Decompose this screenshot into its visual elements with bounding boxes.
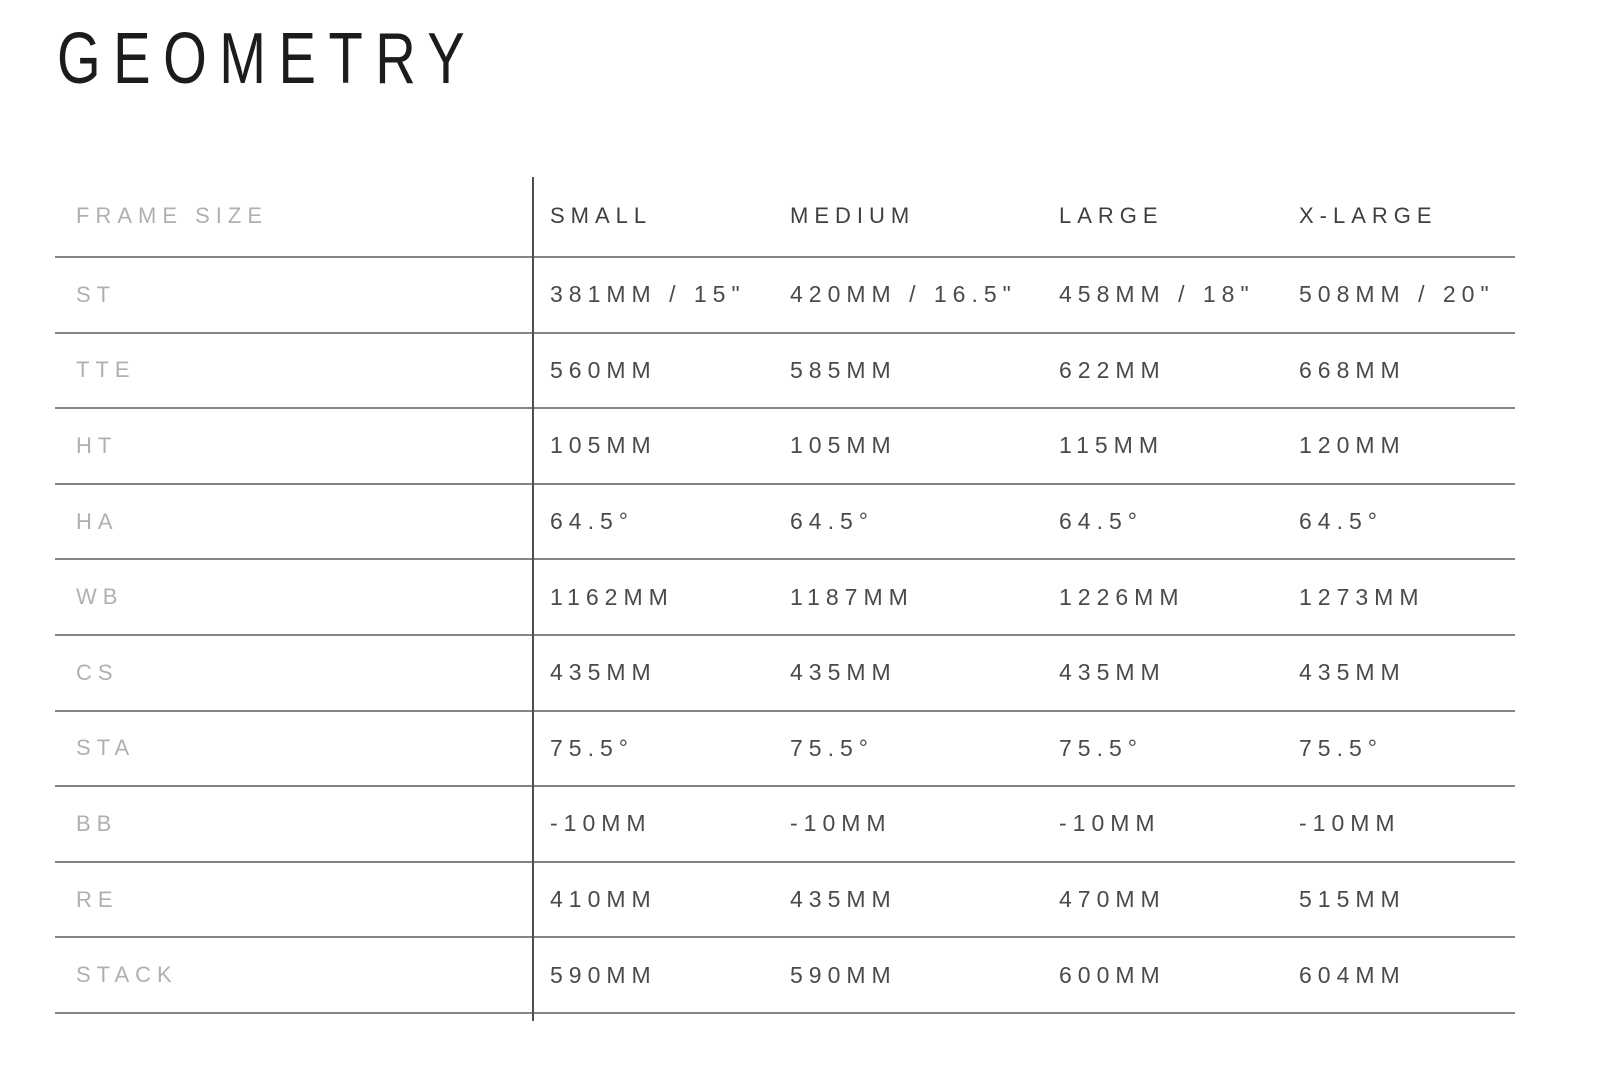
table-row-ht	[55, 409, 1515, 485]
value-cell: 115MM	[1059, 432, 1164, 459]
value-cell: 622MM	[1059, 356, 1166, 383]
table-row-tte	[55, 334, 1515, 410]
value-cell: 64.5°	[1299, 508, 1383, 535]
table-row-re	[55, 863, 1515, 939]
value-cell: 1226MM	[1059, 583, 1185, 610]
value-cell: 435MM	[790, 659, 897, 686]
table-row-st	[55, 258, 1515, 334]
page-title: GEOMETRY	[57, 19, 478, 99]
column-divider-line	[532, 177, 534, 1021]
value-cell: 458MM / 18"	[1059, 281, 1255, 308]
value-cell: 590MM	[550, 961, 657, 988]
value-cell: -10MM	[790, 810, 892, 837]
table-row-ha	[55, 485, 1515, 561]
value-cell: 435MM	[790, 886, 897, 913]
value-cell: -10MM	[550, 810, 652, 837]
value-cell: 1187MM	[790, 583, 914, 610]
value-cell: 410MM	[550, 886, 657, 913]
value-cell: 105MM	[790, 432, 897, 459]
value-cell: -10MM	[1299, 810, 1401, 837]
value-cell: 75.5°	[550, 734, 634, 761]
table-row-cs	[55, 636, 1515, 712]
value-cell: 600MM	[1059, 961, 1166, 988]
table-row-stack	[55, 938, 1515, 1014]
column-header-x-large: X-LARGE	[1299, 202, 1438, 228]
row-label: ST	[76, 281, 117, 307]
value-cell: 1162MM	[550, 583, 674, 610]
value-cell: 435MM	[1299, 659, 1406, 686]
row-label: WB	[76, 584, 124, 610]
value-cell: 668MM	[1299, 356, 1406, 383]
value-cell: 64.5°	[1059, 508, 1143, 535]
value-cell: 435MM	[550, 659, 657, 686]
value-cell: 590MM	[790, 961, 897, 988]
column-header-medium: MEDIUM	[790, 202, 916, 228]
value-cell: 420MM / 16.5"	[790, 281, 1017, 308]
row-label: CS	[76, 659, 119, 685]
value-cell: 381MM / 15"	[550, 281, 746, 308]
table-row-bb	[55, 787, 1515, 863]
row-label: BB	[76, 810, 118, 836]
value-cell: 75.5°	[1299, 734, 1383, 761]
table-row-sta	[55, 712, 1515, 788]
row-label: HA	[76, 508, 119, 534]
value-cell: -10MM	[1059, 810, 1161, 837]
value-cell: 75.5°	[790, 734, 874, 761]
value-cell: 470MM	[1059, 886, 1166, 913]
table-header-row	[55, 175, 1515, 258]
row-label: STACK	[76, 962, 178, 988]
value-cell: 64.5°	[790, 508, 874, 535]
value-cell: 508MM / 20"	[1299, 281, 1495, 308]
value-cell: 120MM	[1299, 432, 1406, 459]
value-cell: 105MM	[550, 432, 657, 459]
geometry-table	[55, 175, 1515, 1014]
value-cell: 64.5°	[550, 508, 634, 535]
value-cell: 585MM	[790, 356, 897, 383]
value-cell: 435MM	[1059, 659, 1166, 686]
column-header-large: LARGE	[1059, 202, 1164, 228]
row-label: STA	[76, 735, 136, 761]
value-cell: 515MM	[1299, 886, 1406, 913]
value-cell: 604MM	[1299, 961, 1406, 988]
value-cell: 75.5°	[1059, 734, 1143, 761]
table-row-wb	[55, 560, 1515, 636]
frame-size-header: FRAME SIZE	[76, 202, 269, 228]
row-label: TTE	[76, 357, 136, 383]
value-cell: 1273MM	[1299, 583, 1425, 610]
value-cell: 560MM	[550, 356, 657, 383]
row-label: HT	[76, 432, 118, 458]
column-header-small: SMALL	[550, 202, 653, 228]
row-label: RE	[76, 886, 119, 912]
